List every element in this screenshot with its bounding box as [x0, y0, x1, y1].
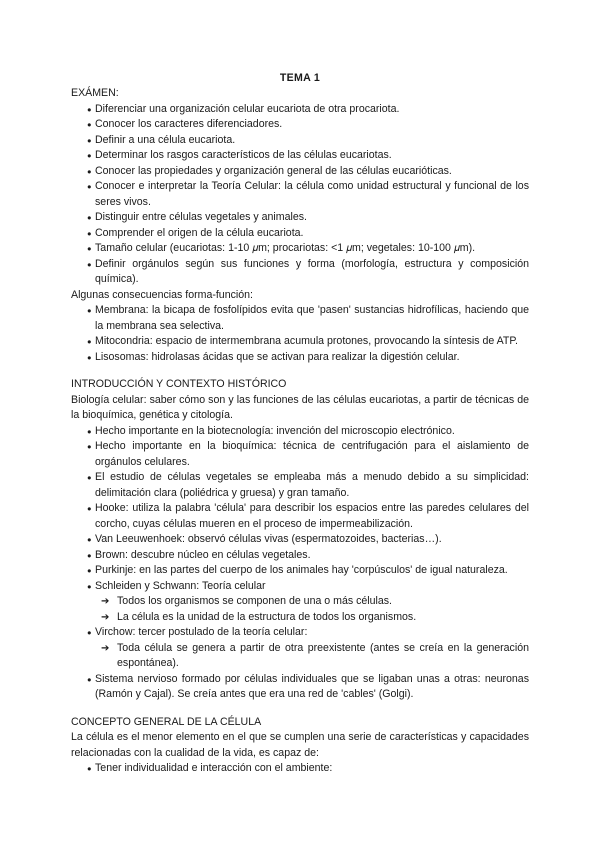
list-item: ● Comprender el origen de la célula eucariota.: [71, 226, 529, 242]
list-item: ● Definir a una célula eucariota.: [71, 133, 529, 149]
list-item: ● Definir orgánulos según sus funciones y forma (morfología, estructura y composición química).: [71, 257, 529, 288]
list-item: ● Tamaño celular (eucariotas: 1-10 𝜇m; procariotas: <1 𝜇m; vegetales: 10-100 𝜇m).: [71, 241, 529, 257]
intro-heading: INTRODUCCIÓN Y CONTEXTO HISTÓRICO: [71, 378, 287, 390]
list-item: ● Distinguir entre células vegetales y animales.: [71, 210, 529, 226]
virchow-sublist: [71, 641, 529, 672]
sub-list-item: ➔ La célula es la unidad de la estructura de todos los organismos.: [71, 610, 529, 626]
list-item: ● Membrana: la bicapa de fosfolípidos evita que 'pasen' sustancias hidrofílicas, haciendo que la membrana sea selectiva.: [71, 303, 529, 334]
list-item: ● Purkinje: en las partes del cuerpo de los animales hay 'corpúsculos' de igual naturaleza.: [71, 563, 529, 579]
consequences-list: [71, 303, 529, 365]
list-item: ● Tener individualidad e interacción con el ambiente:: [71, 761, 529, 777]
list-item: ● Virchow: tercer postulado de la teoría celular:: [71, 625, 529, 641]
sub-list-item: ➔ Todos los organismos se componen de una o más células.: [71, 594, 529, 610]
list-item: ● Diferenciar una organización celular eucariota de otra procariota.: [71, 102, 529, 118]
list-item: ● Determinar los rasgos característicos de las células eucariotas.: [71, 148, 529, 164]
list-item: ● Conocer las propiedades y organización general de las células eucarióticas.: [71, 164, 529, 180]
document-page: [71, 71, 529, 777]
concept-list: [71, 761, 529, 777]
list-item: ● Brown: descubre núcleo en células vegetales.: [71, 548, 529, 564]
list-item: ● Mitocondria: espacio de intermembrana acumula protones, provocando la síntesis de ATP.: [71, 334, 529, 350]
concept-paragraph: La célula es el menor elemento en el que se cumplen una serie de características y capacidades relacionadas con la cualidad de la vida, es capaz de:: [71, 731, 529, 759]
schleiden-sublist: [71, 594, 529, 625]
nervous-list: [71, 672, 529, 703]
sub-list-item: ➔ Toda célula se genera a partir de otra preexistente (antes se creía en la generación espontánea).: [71, 641, 529, 672]
consequences-heading: Algunas consecuencias forma-función:: [71, 288, 253, 301]
intro-paragraph: Biología celular: saber cómo son y las funciones de las células eucariotas, a partir de técnicas de la bioquímica, genética y citología.: [71, 393, 529, 421]
list-item: ● Hecho importante en la biotecnología: invención del microscopio electrónico.: [71, 424, 529, 440]
page-title: TEMA 1: [279, 72, 321, 84]
list-item: ● Schleiden y Schwann: Teoría celular: [71, 579, 529, 595]
list-item: ● Van Leeuwenhoek: observó células vivas (espermatozoides, bacterias…).: [71, 532, 529, 548]
list-item: ● Lisosomas: hidrolasas ácidas que se activan para realizar la digestión celular.: [71, 350, 529, 366]
list-item: ● Conocer los caracteres diferenciadores.: [71, 117, 529, 133]
list-item: ● Conocer e interpretar la Teoría Celular: la célula como unidad estructural y funcional de los seres vivos.: [71, 179, 529, 210]
intro-list: [71, 424, 529, 595]
list-item: ● Hooke: utiliza la palabra 'célula' para describir los espacios entre las paredes celulares del corcho, cuyas células mueren en el proceso de impermeabilización.: [71, 501, 529, 532]
virchow-list: [71, 625, 529, 641]
concept-heading: CONCEPTO GENERAL DE LA CÉLULA: [71, 715, 262, 728]
list-item: ● Sistema nervioso formado por células individuales que se ligaban unas a otras: neuronas (Ramón y Cajal). Se creía antes que era una red de 'cables' (Golgi).: [71, 672, 529, 703]
list-item: ● Hecho importante en la bioquímica: técnica de centrifugación para el aislamiento de orgánulos celulares.: [71, 439, 529, 470]
list-item: ● El estudio de células vegetales se empleaba más a menudo debido a su simplicidad: delimitación clara (poliédrica y gruesa) y gran tamaño.: [71, 470, 529, 501]
exam-heading: EXÁMEN:: [71, 87, 119, 99]
exam-list: [71, 102, 529, 288]
